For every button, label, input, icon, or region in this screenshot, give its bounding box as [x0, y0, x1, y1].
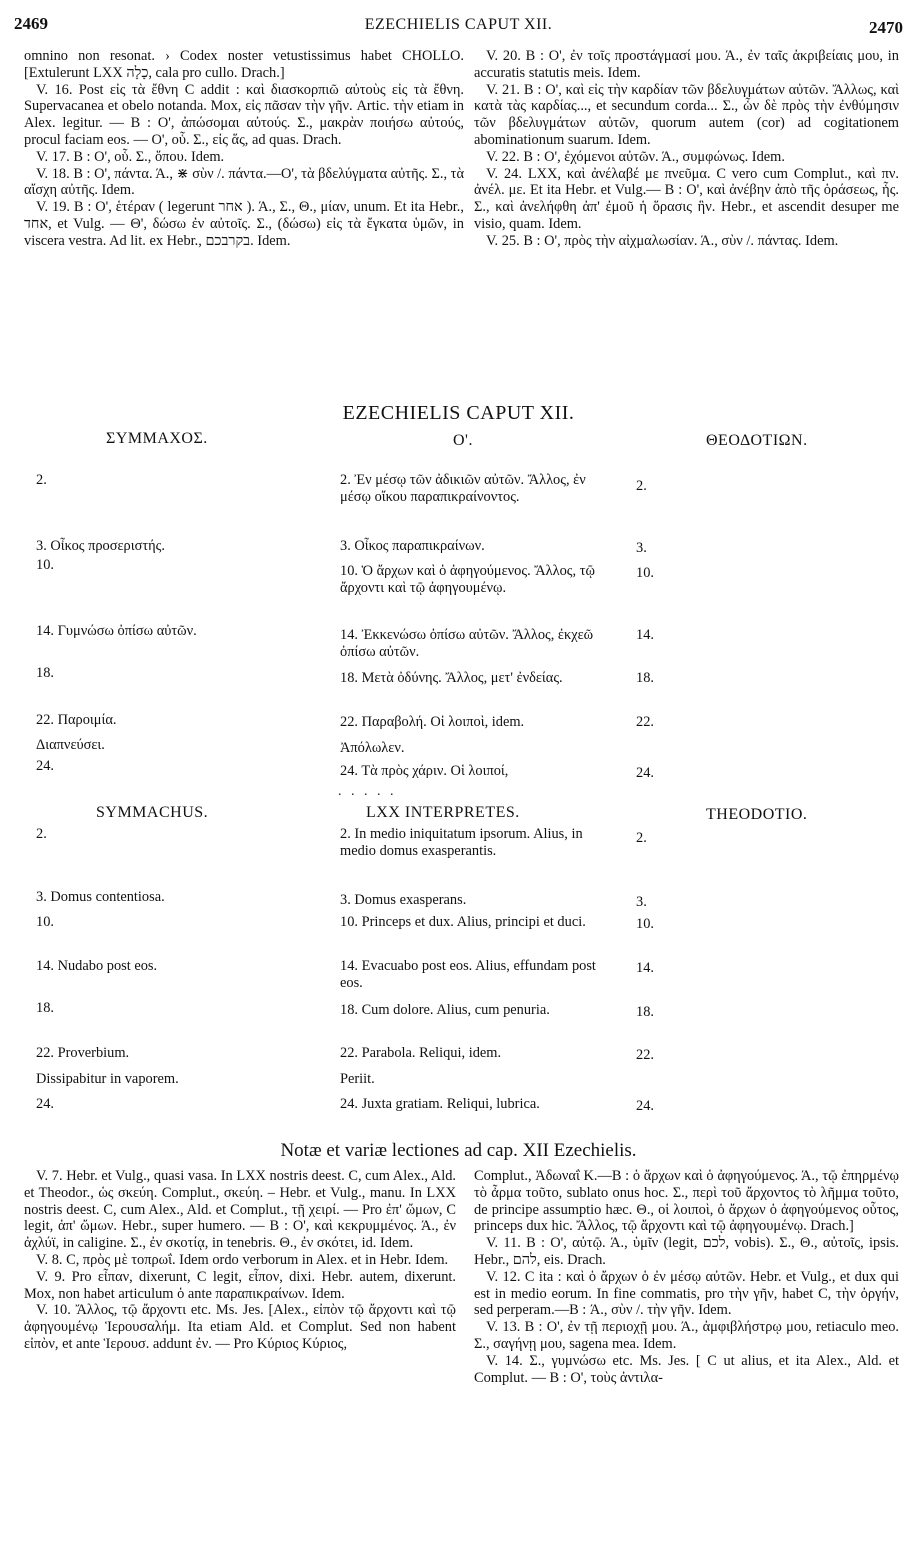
greek-lxx-cell: 10. Ὁ ἄρχων καὶ ὁ ἀφηγούμενος. Ἄλλος, τῷ ἄρχοντι καὶ τῷ ἀφηγουμένῳ.	[340, 563, 595, 596]
latin-symmachus-cell: 14. Nudabo post eos.	[36, 958, 158, 974]
latin-lxx-cell: 14. Evacuabo post eos. Alius, effundam post eos.	[340, 958, 596, 991]
greek-symmachus-cell: 22. Παροιμία.	[36, 712, 117, 728]
greek-symmachus-cell: Διαπνεύσει.	[36, 737, 105, 753]
latin-lxx-cell: 24. Juxta gratiam. Reliqui, lubrica.	[340, 1096, 540, 1112]
latin-theodotio-cell: 14.	[636, 960, 654, 976]
latin-theodotio-cell: 24.	[636, 1098, 654, 1114]
latin-theodotio-cell: 10.	[636, 916, 654, 932]
page-number-right: 2470	[869, 18, 903, 37]
latin-lxx-cell: 18. Cum dolore. Alius, cum penuria.	[340, 1002, 550, 1018]
notes-left-column	[24, 1168, 456, 1353]
note-paragraph: V. 19. B : Ο', ἑτέραν ( legerunt אחר ). Ά., Σ., Θ., μίαν, unum. Et ita Hebr., אחד, et Vulg. — Θ', δώσω ἐν αὐτοῖς. Σ., (δώσω) εἰς τὰ ἔγκατα ὑμῶν, in viscera vestra. Ad lit. ex Hebr., בקרבכם. Idem.	[24, 199, 465, 249]
running-header	[14, 14, 903, 36]
greek-symmachus-cell: 10.	[36, 557, 54, 573]
ellipsis-dots: . . . . .	[338, 784, 397, 799]
greek-symmachus-cell: 14. Γυμνώσω ὀπίσω αὐτῶν.	[36, 623, 197, 639]
greek-theodotion-cell: 10.	[636, 565, 654, 581]
note-paragraph: V. 8. C, πρὸς μὲ τοπρωΐ. Idem ordo verborum in Alex. et in Hebr. Idem.	[36, 1251, 449, 1268]
latin-lxx-cell: 2. In medio iniquitatum ipsorum. Alius, in medio domus exasperantis.	[340, 826, 583, 859]
latin-lxx-cell: 3. Domus exasperans.	[340, 892, 467, 908]
note-paragraph: V. 14. Σ., γυμνώσω etc. Ms. Jes. [ C ut alius, et ita Alex., Ald. et Complut. — B : Ο', τοὺς ἀντιλα-	[474, 1352, 899, 1386]
note-paragraph: V. 10. Ἄλλος, τῷ ἄρχοντι etc. Ms. Jes. [Alex., εἰπὸν τῷ ἄρχοντι καὶ τῷ ἀφηγουμένῳ Ἱερουσαλήμ. Ita etiam Ald. et Complut. Sed non habent εἰπὸν, et ante Ἱερουσ. addunt ἐν. — Pro Κύριος Κύριος,	[24, 1302, 456, 1352]
latin-symmachus-cell: 22. Proverbium.	[36, 1045, 130, 1061]
greek-lxx-cell: 24. Τὰ πρὸς χάριν. Οἱ λοιποί,	[340, 763, 509, 779]
latin-lxx-cell: 22. Parabola. Reliqui, idem.	[340, 1045, 502, 1061]
greek-lxx-cell: Ἀπόλωλεν.	[340, 740, 405, 756]
top-left-column	[24, 48, 464, 250]
greek-theodotion-cell: 3.	[636, 540, 647, 556]
latin-symmachus-cell: 10.	[36, 914, 54, 930]
greek-lxx-cell: 14. Ἐκκενώσω ὀπίσω αὐτῶν. Ἄλλος, ἐκχεῶ ὀπίσω αὐτῶν.	[340, 627, 594, 660]
latin-symmachus-cell: 2.	[36, 826, 47, 842]
note-paragraph: V. 12. C ita : καὶ ὁ ἄρχων ὁ ἐν μέσῳ αὐτῶν. Hebr. et Vulg., et dux qui est in medio eorum. In fine commatis, pro τὴν γῆν, habet C, τὴν ὀργήν, sed perperam.—B : Ά., σὺν /. τὴν γῆν. Idem.	[474, 1268, 899, 1319]
latin-symmachus-cell: 24.	[36, 1096, 54, 1112]
greek-symmachus-cell: 3. Οἶκος προσεριστής.	[36, 538, 165, 554]
note-paragraph: V. 20. B : Ο', ἐν τοῖς προστάγμασί μου. Ά., ἐν ταῖς ἀκριβείαις μου, in accuratis statutis meis. Idem.	[474, 48, 899, 81]
latin-theodotio-cell: 22.	[636, 1047, 654, 1063]
greek-head-theodotion: ΘΕΟΔΟΤΙΩΝ.	[706, 432, 808, 449]
note-paragraph: V. 18. B : Ο', πάντα. Ά., ⋇ σὺν /. πάντα.—Ο', τὰ βδελύγματα αὐτῆς. Σ., τὰ αἴσχη αὐτῆς. Idem.	[24, 165, 464, 199]
note-paragraph: V. 13. B : Ο', ἐν τῇ περιοχῇ μου. Ά., ἀμφιβλήστρῳ μου, retiaculo meo. Σ., σαγήνῃ μου, sagena mea. Idem.	[474, 1319, 899, 1352]
greek-lxx-cell: 3. Οἶκος παραπικραίνων.	[340, 538, 485, 554]
page-number-left: 2469	[14, 14, 48, 33]
note-paragraph: V. 22. B : Ο', ἐχόμενοι αὐτῶν. Ά., συμφώνως. Idem.	[486, 148, 785, 165]
latin-theodotio-cell: 18.	[636, 1004, 654, 1020]
greek-head-lxx: Ο'.	[453, 432, 473, 449]
greek-symmachus-cell: 2.	[36, 472, 47, 488]
top-right-column	[474, 48, 899, 250]
note-paragraph: V. 25. B : Ο', πρὸς τὴν αἰχμαλωσίαν. Ά., σὺν /. πάντας. Idem.	[486, 232, 839, 249]
notes-right-column	[474, 1168, 899, 1386]
greek-lxx-cell: 18. Μετὰ ὀδύνης. Ἄλλος, μετ' ἐνδείας.	[340, 670, 563, 686]
latin-head-theodotio: THEODOTIO.	[706, 806, 808, 823]
greek-theodotion-cell: 18.	[636, 670, 654, 686]
greek-symmachus-cell: 24.	[36, 758, 54, 774]
note-paragraph: V. 16. Post εἰς τὰ ἔθνη C addit : καὶ διασκορπιῶ αὐτοὺς εἰς τὰ ἔθνη. Supervacanea et obelo notanda. Mox, εἰς πᾶσαν τὴν γῆν. Artic. τὴν etiam in Alex. legitur. — B : Ο', ἀπώσομαι αὐτούς. Σ., μακρὰν ποιήσω αὐτούς, procul faciam eos. — Ο', οὗ. Σ., εἰς ἅς, ad quas. Drach.	[24, 81, 464, 148]
latin-symmachus-cell: 18.	[36, 1000, 54, 1016]
latin-theodotio-cell: 2.	[636, 830, 647, 846]
note-paragraph: V. 11. B : Ο', αὐτῷ. Ά., ὑμῖν (legit, לכם, vobis). Σ., Θ., αὐτοῖς, ipsis. Hebr., להם, eis. Drach.	[474, 1235, 899, 1268]
note-paragraph: V. 7. Hebr. et Vulg., quasi vasa. In LXX nostris deest. C, cum Alex., Ald. et Theodor., ὡς σκεύη. Complut., σκεύη. – Hebr. et Vulg., manu. In LXX nostris deest. C, cum Alex., Ald. et Complut., τῇ χειρί. — Pro ἐπ' ὤμων, C legit, ἀπ' ὤμων. Hebr., super humero. — B : Ο', καὶ κεκρυμμένος. Ά., ἐν ἀχλύϊ, in caligine. Σ., ἐν σκοτίᾳ, in tenebris. Θ., ἐν σκότει, id. Idem.	[24, 1168, 456, 1252]
note-paragraph: omnino non resonat. › Codex noster vetustissimus habet CHOLLO. [Extulerunt LXX כָלָה, cala pro cullo. Drach.]	[24, 48, 464, 81]
greek-theodotion-cell: 2.	[636, 478, 647, 494]
notes-title: Notæ et variæ lectiones ad cap. XII Ezechielis.	[280, 1140, 637, 1161]
latin-lxx-cell: 10. Princeps et dux. Alius, principi et duci.	[340, 914, 586, 930]
greek-theodotion-cell: 14.	[636, 627, 654, 643]
greek-theodotion-cell: 22.	[636, 714, 654, 730]
latin-head-lxx: LXX INTERPRETES.	[366, 804, 520, 821]
latin-symmachus-cell: 3. Domus contentiosa.	[36, 889, 165, 905]
greek-head-symmachus: ΣΥΜΜΑΧΟΣ.	[106, 430, 208, 447]
greek-symmachus-cell: 18.	[36, 665, 54, 681]
greek-theodotion-cell: 24.	[636, 765, 654, 781]
section-title: EZECHIELIS CAPUT XII.	[342, 402, 575, 424]
greek-lxx-cell: 22. Παραβολή. Οἱ λοιποὶ, idem.	[340, 714, 525, 730]
greek-lxx-cell: 2. Ἐν μέσῳ τῶν ἀδικιῶν αὐτῶν. Ἄλλος, ἐν μέσῳ οἴκου παραπικραίνοντος.	[340, 472, 586, 505]
latin-symmachus-cell: Dissipabitur in vaporem.	[36, 1071, 179, 1087]
latin-theodotio-cell: 3.	[636, 894, 647, 910]
latin-lxx-cell: Periit.	[340, 1071, 375, 1087]
note-paragraph: V. 17. B : Ο', οὗ. Σ., ὅπου. Idem.	[36, 148, 225, 165]
note-paragraph: V. 9. Pro εἶπαν, dixerunt, C legit, εἶπον, dixi. Hebr. autem, dixerunt. Mox, non habet articulum ὁ ante παραπικραίνων. Idem.	[24, 1268, 456, 1302]
note-paragraph: V. 21. B : Ο', καὶ εἰς τὴν καρδίαν τῶν βδελυγμάτων αὐτῶν. Ἄλλως, καὶ κατὰ τὰς καρδίας..., et secundum corda... Σ., ὧν δὲ πρὸς τὴν ἐνθύμησιν τῶν βδελυγμάτων αὐτῶν, quorum autem (cor) ad cogitationem abominationum suarum. Idem.	[474, 81, 899, 148]
running-title: EZECHIELIS CAPUT XII.	[364, 16, 553, 33]
note-paragraph: Complut., Ἀδωναΐ Κ.—B : ὁ ἄρχων καὶ ὁ ἀφηγούμενος. Ά., τῷ ἐπηρμένῳ τὸ ἆρμα τοῦτο, sublato onus hoc. Σ., περὶ τοῦ ἄρχοντος τὸ λῆμμα τοῦτο, de principe assumptio hæc. Θ., οἱ λοιποὶ, ὁ ἄρχων ὁ ἀφηγούμενος οὗτος, princeps dux hic. Ἄλλος, τῷ ἄρχοντι καὶ τῷ ἀφηγουμένῳ. Drach.]	[474, 1168, 899, 1235]
latin-head-symmachus: SYMMACHUS.	[96, 804, 209, 821]
note-paragraph: V. 24. LXX, καὶ ἀνέλαβέ με πνεῦμα. C vero cum Complut., καὶ πν. ἀνέλ. με. Et ita Hebr. et Vulg.— B : Ο', καὶ ἀνέβην ἀπὸ τῆς ὁράσεως, ἧς. Σ., καὶ ἀνελήφθη ἀπ' ἐμοῦ ἡ ὅρασις ἣν. Hebr., et ascendit desuper me visio, quam. Idem.	[474, 165, 899, 232]
